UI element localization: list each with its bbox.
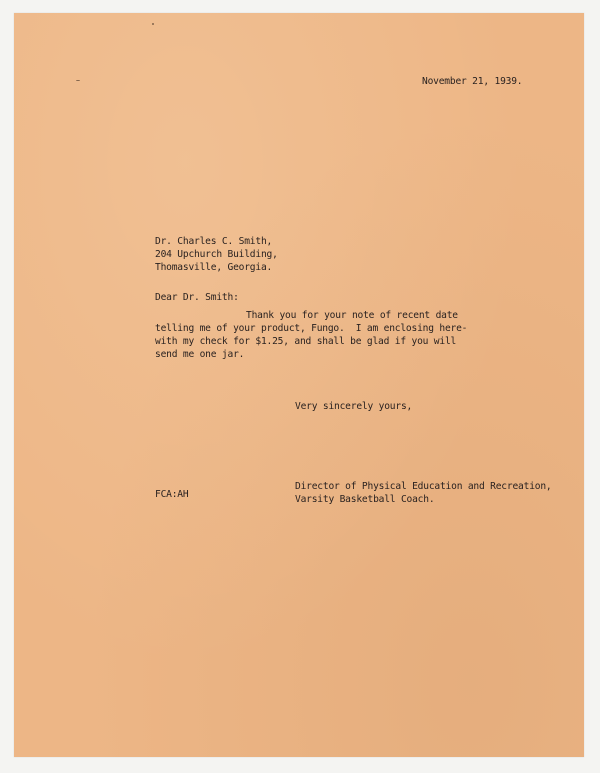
reference-initials: FCA:AH xyxy=(155,489,189,500)
signature-title: Varsity Basketball Coach. xyxy=(295,494,435,505)
letter-sheet xyxy=(14,13,584,757)
body-line: with my check for $1.25, and shall be glad if you will xyxy=(155,336,457,347)
closing: Very sincerely yours, xyxy=(295,401,413,412)
body-line: Thank you for your note of recent date xyxy=(246,310,458,321)
letter-date: November 21, 1939. xyxy=(422,76,523,87)
recipient-street: 204 Upchurch Building, xyxy=(155,249,278,260)
signature-title: Director of Physical Education and Recreation, xyxy=(295,481,552,492)
recipient-city: Thomasville, Georgia. xyxy=(155,262,273,273)
recipient-name: Dr. Charles C. Smith, xyxy=(155,236,273,247)
body-line: telling me of your product, Fungo. I am enclosing here- xyxy=(155,323,468,334)
body-line: send me one jar. xyxy=(155,349,245,360)
salutation: Dear Dr. Smith: xyxy=(155,292,239,303)
paper-speck xyxy=(152,23,154,25)
paper-speck xyxy=(76,80,80,81)
